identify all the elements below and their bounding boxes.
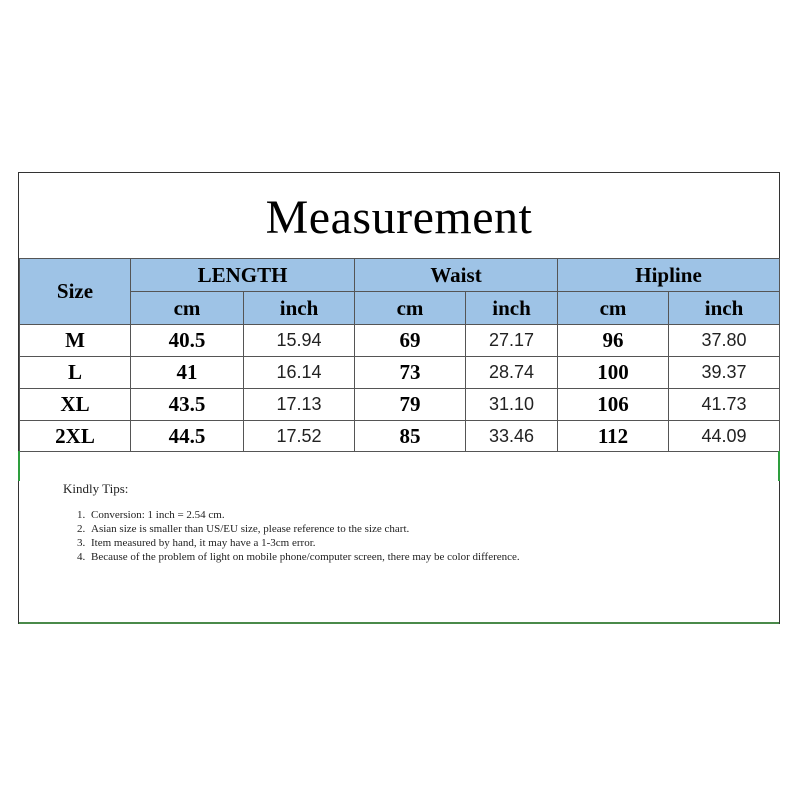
hipline-cm-cell: 96 xyxy=(558,325,669,357)
size-header: Size xyxy=(20,259,131,325)
unit-header: cm xyxy=(131,292,244,325)
hipline-inch-cell: 41.73 xyxy=(669,389,780,421)
tips-list xyxy=(63,508,703,564)
length-cm-cell: 40.5 xyxy=(131,325,244,357)
length-inch-cell: 17.13 xyxy=(244,389,355,421)
length-inch-cell: 16.14 xyxy=(244,357,355,389)
size-cell: M xyxy=(20,325,131,357)
hipline-inch-cell: 44.09 xyxy=(669,421,780,452)
hipline-inch-cell: 37.80 xyxy=(669,325,780,357)
length-cm-cell: 41 xyxy=(131,357,244,389)
list-item: 1. Conversion: 1 inch = 2.54 cm. xyxy=(88,508,703,522)
hipline-cm-cell: 106 xyxy=(558,389,669,421)
length-inch-cell: 17.52 xyxy=(244,421,355,452)
unit-header: inch xyxy=(244,292,355,325)
group-header-hipline: Hipline xyxy=(558,259,780,292)
waist-cm-cell: 69 xyxy=(355,325,466,357)
group-header-length: LENGTH xyxy=(131,259,355,292)
hipline-inch-cell: 39.37 xyxy=(669,357,780,389)
table-row xyxy=(20,325,780,357)
length-cm-cell: 43.5 xyxy=(131,389,244,421)
page-title: Measurement xyxy=(265,191,533,244)
tips-title: Kindly Tips: xyxy=(63,481,129,496)
divider-left xyxy=(18,451,20,481)
divider-right xyxy=(778,451,780,481)
waist-cm-cell: 73 xyxy=(355,357,466,389)
list-item: 4. Because of the problem of light on mobile phone/computer screen, there may be color difference. xyxy=(88,550,703,564)
length-cm-cell: 44.5 xyxy=(131,421,244,452)
group-header-waist: Waist xyxy=(355,259,558,292)
size-cell: 2XL xyxy=(20,421,131,452)
hipline-cm-cell: 112 xyxy=(558,421,669,452)
size-table xyxy=(19,258,780,452)
waist-inch-cell: 27.17 xyxy=(466,325,558,357)
size-cell: L xyxy=(20,357,131,389)
waist-cm-cell: 79 xyxy=(355,389,466,421)
table-row xyxy=(20,389,780,421)
kindly-tips xyxy=(63,481,703,564)
waist-inch-cell: 28.74 xyxy=(466,357,558,389)
bottom-divider xyxy=(19,622,779,624)
unit-header: cm xyxy=(558,292,669,325)
waist-inch-cell: 31.10 xyxy=(466,389,558,421)
list-item: 2. Asian size is smaller than US/EU size, please reference to the size chart. xyxy=(88,522,703,536)
waist-cm-cell: 85 xyxy=(355,421,466,452)
table-row xyxy=(20,421,780,452)
length-inch-cell: 15.94 xyxy=(244,325,355,357)
unit-header: inch xyxy=(466,292,558,325)
unit-header: inch xyxy=(669,292,780,325)
measurement-card xyxy=(18,172,780,624)
table-row xyxy=(20,357,780,389)
size-cell: XL xyxy=(20,389,131,421)
unit-header: cm xyxy=(355,292,466,325)
hipline-cm-cell: 100 xyxy=(558,357,669,389)
list-item: 3. Item measured by hand, it may have a 1-3cm error. xyxy=(88,536,703,550)
waist-inch-cell: 33.46 xyxy=(466,421,558,452)
